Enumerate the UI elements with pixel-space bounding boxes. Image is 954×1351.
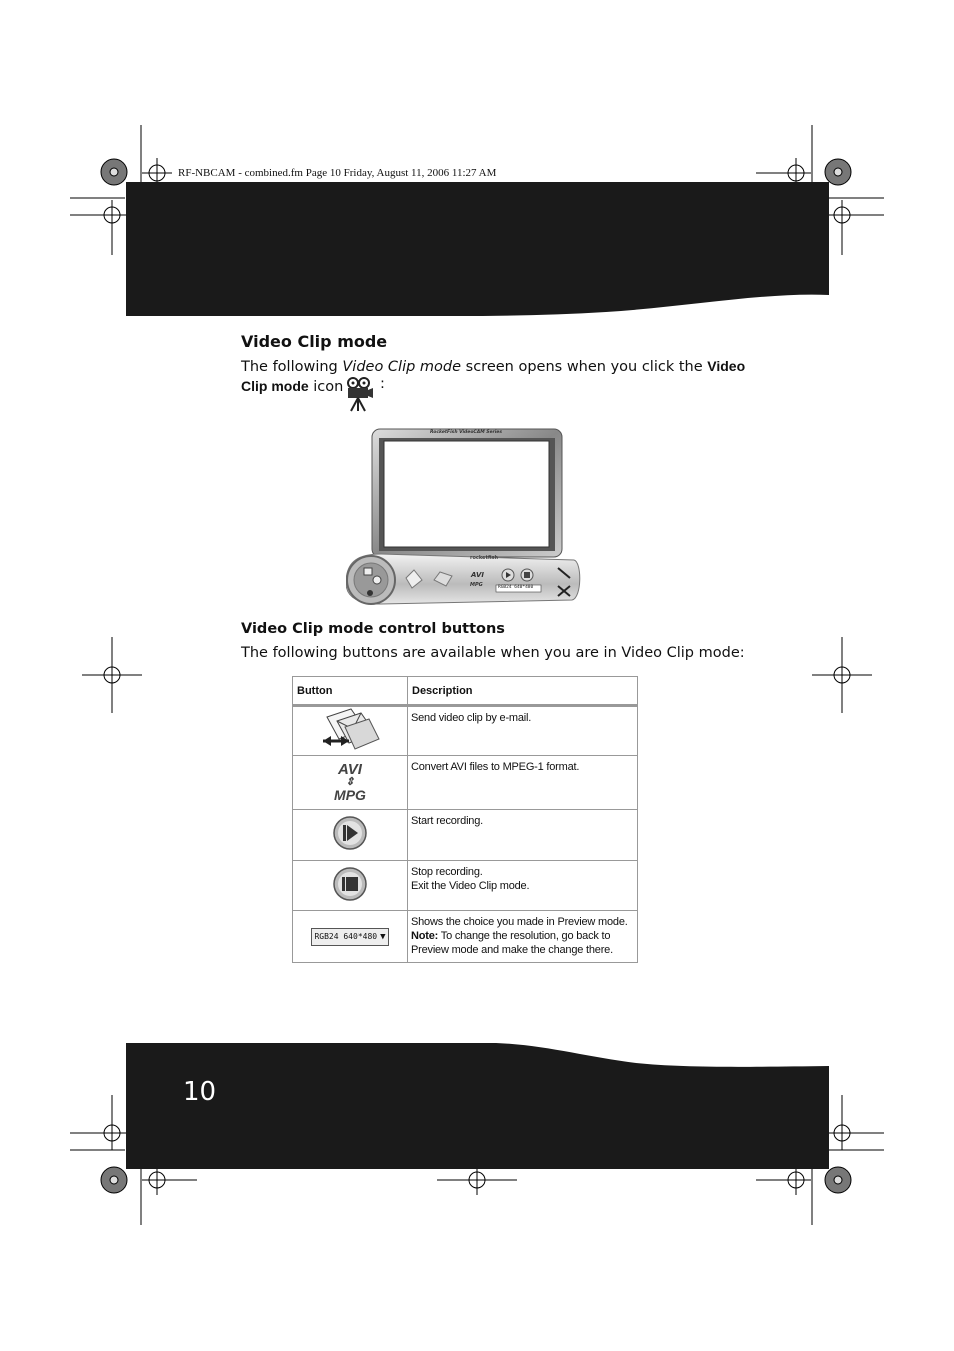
video-camera-icon — [344, 376, 374, 412]
intro-colon: : — [380, 376, 385, 392]
resolution-value: RGB24 640*480 — [314, 931, 378, 941]
button-cell — [293, 810, 408, 861]
screenshot-banner: RocketFish VideoCAM Series — [430, 430, 503, 435]
intro-bold: Video Clip mode — [241, 358, 746, 394]
screenshot-avi: AVI — [471, 571, 484, 579]
table-row — [293, 911, 638, 963]
avi-to-mpg-icon — [293, 763, 407, 802]
convert-arrow-icon: ⇕ — [345, 776, 355, 788]
description-text: Stop recording. — [411, 866, 483, 878]
description-text: Send video clip by e-mail. — [411, 712, 532, 724]
intro-text: screen opens when you click the — [461, 359, 708, 375]
avi-label: AVI — [338, 761, 362, 778]
screenshot-resolution: RGB24 640*480 — [498, 585, 534, 590]
column-header-description: Description — [408, 677, 638, 706]
button-cell — [293, 911, 408, 963]
description-text: Shows the choice you made in Preview mode. — [411, 916, 628, 928]
note-text: To change the resolution, go back to Preview mode and make the change there. — [411, 930, 613, 956]
button-cell — [293, 706, 408, 756]
file-header-meta: RF-NBCAM - combined.fm Page 10 Friday, August 11, 2006 11:27 AM — [178, 167, 497, 179]
control-buttons-table — [292, 676, 638, 963]
subsection-text: The following buttons are available when you are in Video Clip mode: — [241, 645, 745, 661]
description-cell — [408, 810, 638, 861]
intro-text: The following — [241, 359, 343, 375]
table-row — [293, 706, 638, 756]
description-cell — [408, 706, 638, 756]
button-cell — [293, 756, 408, 810]
note-label: Note: — [411, 930, 439, 942]
screenshot-mpg: MPG — [470, 582, 483, 588]
table-row — [293, 861, 638, 911]
description-text: Start recording. — [411, 815, 484, 827]
top-band — [126, 182, 829, 318]
video-clip-mode-screenshot — [346, 428, 582, 606]
bottom-band — [126, 1043, 829, 1170]
intro-italic: Video Clip mode — [342, 359, 462, 375]
table-row — [293, 810, 638, 861]
description-cell — [408, 861, 638, 911]
description-text: Exit the Video Clip mode. — [411, 880, 530, 892]
column-header-button: Button — [293, 677, 408, 706]
chevron-down-icon: ▼ — [380, 931, 386, 942]
description-text: Convert AVI files to MPEG-1 format. — [411, 761, 580, 773]
play-record-icon — [332, 815, 368, 851]
intro-text: icon — [308, 379, 344, 395]
email-envelope-icon — [319, 707, 381, 751]
stop-record-icon — [332, 866, 368, 902]
button-cell — [293, 861, 408, 911]
screenshot-logo: rocketfish — [470, 555, 499, 561]
mpg-label: MPG — [334, 787, 366, 803]
description-cell — [408, 911, 638, 963]
note-paragraph — [411, 929, 633, 957]
table-row — [293, 756, 638, 810]
subsection-title: Video Clip mode control buttons — [241, 621, 505, 637]
description-cell — [408, 756, 638, 810]
section-title: Video Clip mode — [241, 332, 388, 351]
page-number: 10 — [183, 1077, 217, 1107]
resolution-dropdown-icon — [311, 928, 388, 946]
intro-paragraph — [241, 357, 761, 397]
